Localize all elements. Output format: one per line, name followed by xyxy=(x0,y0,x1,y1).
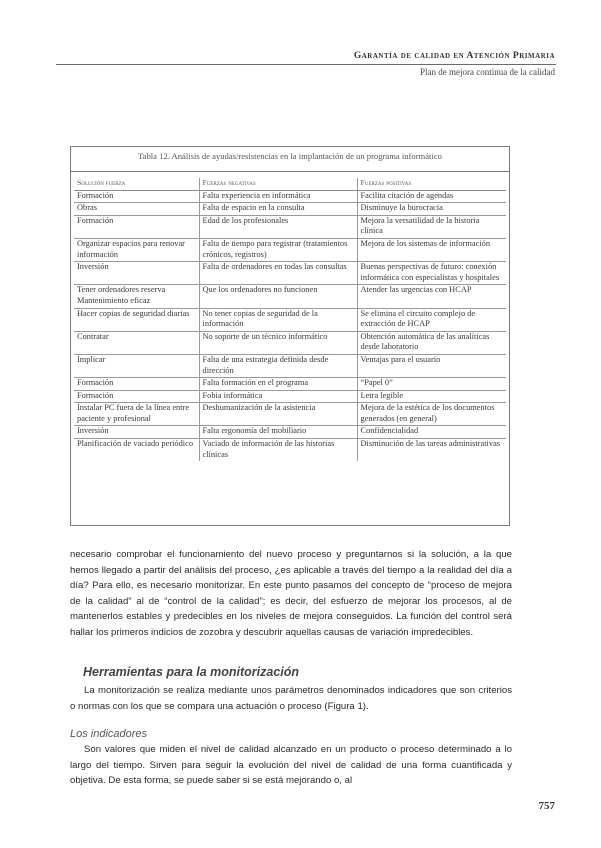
table-cell: Buenas perspectivas de futuro: conexión informática con especialistas y hospitales xyxy=(357,262,506,285)
paragraph-monitoring-tools: La monitorización se realiza mediante unos parámetros denominados indicadores que son criterios o normas con los que se compara una actuación o proceso (Figura 1). xyxy=(70,685,512,712)
subsection-heading: Los indicadores xyxy=(70,728,148,740)
table-row xyxy=(74,308,506,331)
table-row xyxy=(74,378,506,391)
table-cell: “Papel 0” xyxy=(357,378,506,391)
table-cell: Falta de ordenadores en todas las consultas xyxy=(199,262,357,285)
table-cell: Formación xyxy=(74,390,199,403)
table-cell: Falta experiencia en informática xyxy=(199,190,357,203)
table-cell: Atender las urgencias con HCAP xyxy=(357,285,506,308)
table-cell: Hacer copias de seguridad diarias xyxy=(74,308,199,331)
column-header: Fuerzas negativas xyxy=(199,178,357,190)
table-cell: No soporte de un técnico informático xyxy=(199,331,357,354)
table-cell: Implicar xyxy=(74,354,199,377)
table-cell: Fobia informática xyxy=(199,390,357,403)
paragraph-monitoring-intro: necesario comprobar el funcionamiento del nuevo proceso y preguntarnos si la solución, a la que hemos llegado a partir del análisis del proceso, ¿es aplicable a través del tiempo a la realidad del día a día? Para ello, es necesario monitorizar. En este punto pasamos del concepto de “proceso de mejora de la calidad” al de “control de la calidad”; es decir, del esfuerzo de mejorar los procesos, al de mantenerlos estables y predecibles en los niveles de mejora conseguidos. La función del control será hallar los primeros indicios de zozobra y descubrir aquellas causas de variación impredecibles. xyxy=(70,549,512,638)
table-row xyxy=(74,215,506,238)
table-row xyxy=(74,390,506,403)
table-cell: Confidencialidad xyxy=(357,426,506,439)
table-row xyxy=(74,285,506,308)
table-cell: Facilita citación de agendas xyxy=(357,190,506,203)
section-heading: Herramientas para la monitorización xyxy=(83,665,300,679)
running-header-subtitle: Plan de mejora continua de la calidad xyxy=(420,67,555,77)
table-cell: No tener copias de seguridad de la información xyxy=(199,308,357,331)
table-cell: Mejora de los sistemas de información xyxy=(357,238,506,261)
table-cell: Ventajas para el usuario xyxy=(357,354,506,377)
table-row xyxy=(74,403,506,426)
paragraph-indicators: Son valores que miden el nivel de calidad alcanzado en un producto o proceso determinado a lo largo del tiempo. Sirven para seguir la evolución del nivel de calidad de una forma cuantificada y objetiva. De esta forma, se puede saber si se está mejorando o, al xyxy=(70,744,512,786)
table-cell: Edad de los profesionales xyxy=(199,215,357,238)
analysis-table xyxy=(74,178,506,461)
table-cell: Falta de una estrategia definida desde dirección xyxy=(199,354,357,377)
table-cell: Se elimina el circuito complejo de extracción de HCAP xyxy=(357,308,506,331)
table-cell: Disminuye la burocracia xyxy=(357,203,506,216)
table-cell: Obras xyxy=(74,203,199,216)
table-cell: Mejora de la estética de los documentos generados (en general) xyxy=(357,403,506,426)
table-cell: Formación xyxy=(74,378,199,391)
caption-rule xyxy=(70,171,510,172)
running-header-title: Garantía de calidad en Atención Primaria xyxy=(353,51,555,61)
table-cell: Vaciado de información de las historias clínicas xyxy=(199,439,357,462)
table-caption: Tabla 12. Análisis de ayudas/resistencias en la implantación de un programa informático xyxy=(138,151,442,161)
column-header: Fuerzas positivas xyxy=(357,178,506,190)
table-cell: Contratar xyxy=(74,331,199,354)
table-cell: Falta de espacio en la consulta xyxy=(199,203,357,216)
table-cell: Falta formación en el programa xyxy=(199,378,357,391)
table-cell: Disminución de las tareas administrativas xyxy=(357,439,506,462)
table-cell: Inversión xyxy=(74,262,199,285)
table-row xyxy=(74,331,506,354)
table-cell: Tener ordenadores reserva Mantenimiento eficaz xyxy=(74,285,199,308)
table-cell: Letra legible xyxy=(357,390,506,403)
table-cell: Falta de tiempo para registrar (tratamientos crónicos, registros) xyxy=(199,238,357,261)
table-cell: Deshumanización de la asistencia xyxy=(199,403,357,426)
table-cell: Que los ordenadores no funcionen xyxy=(199,285,357,308)
column-header: Solución fuerza xyxy=(74,178,199,190)
table-cell: Obtención automática de las analíticas desde laboratorio xyxy=(357,331,506,354)
table-cell: Organizar espacios para renovar información xyxy=(74,238,199,261)
table-cell: Falta ergonomía del mobiliario xyxy=(199,426,357,439)
table-cell: Mejora la versatilidad de la historia clínica xyxy=(357,215,506,238)
table-cell: Planificación de vaciado periódico xyxy=(77,439,194,449)
table-row xyxy=(74,426,506,439)
table-cell: Instalar PC fuera de la línea entre paciente y profesional xyxy=(74,403,199,426)
table-cell: Formación xyxy=(74,190,199,203)
table-row xyxy=(74,190,506,203)
table-header-row xyxy=(74,178,506,190)
header-rule xyxy=(56,64,556,65)
table-cell: Inversión xyxy=(74,426,199,439)
table-cell: Formación xyxy=(74,215,199,238)
table-row xyxy=(74,439,506,462)
table-row xyxy=(74,262,506,285)
table-row xyxy=(74,238,506,261)
table-row xyxy=(74,354,506,377)
page-number: 757 xyxy=(538,800,555,812)
table-row xyxy=(74,203,506,216)
table-body xyxy=(74,190,506,461)
